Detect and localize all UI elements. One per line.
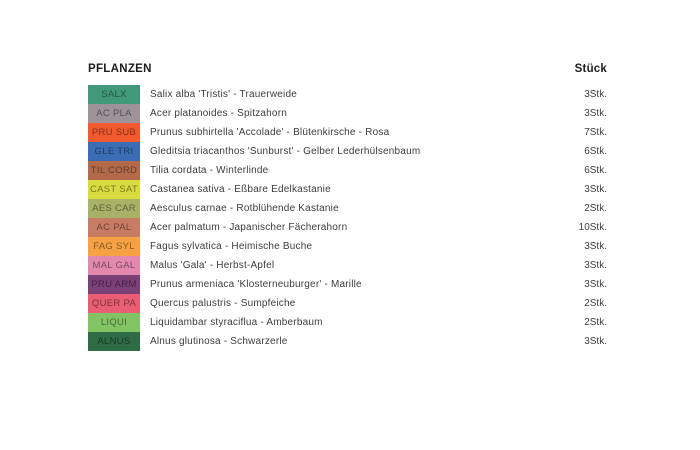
plant-qty: 6Stk. (584, 165, 607, 176)
table-row (88, 142, 607, 161)
table-row (88, 237, 607, 256)
plant-qty: 2Stk. (584, 203, 607, 214)
table-row (88, 275, 607, 294)
plant-qty: 2Stk. (584, 298, 607, 309)
plant-qty: 3Stk. (584, 260, 607, 271)
plant-code-badge: MAL GAL (88, 256, 140, 275)
plant-legend (88, 63, 607, 351)
plant-code-badge: CAST SAT (88, 180, 140, 199)
table-row (88, 256, 607, 275)
plant-code-badge: AC PLA (88, 104, 140, 123)
plant-qty: 3Stk. (584, 108, 607, 119)
table-row (88, 123, 607, 142)
plant-code-badge: PRU SUB (88, 123, 140, 142)
table-row (88, 218, 607, 237)
plant-qty: 6Stk. (584, 146, 607, 157)
plant-qty: 7Stk. (584, 127, 607, 138)
plant-qty: 3Stk. (584, 89, 607, 100)
plant-code-badge: AES CAR (88, 199, 140, 218)
plant-name: Tilia cordata - Winterlinde (150, 165, 269, 176)
quantity-column-header: Stück (574, 63, 607, 75)
table-row (88, 199, 607, 218)
plant-name: Prunus armeniaca 'Klosterneuburger' - Marille (150, 279, 362, 290)
table-row (88, 85, 607, 104)
legend-header (88, 63, 607, 75)
table-row (88, 161, 607, 180)
plant-code-badge: GLE TRI (88, 142, 140, 161)
legend-title: PFLANZEN (88, 63, 152, 75)
table-row (88, 294, 607, 313)
plant-code-badge: SALX (88, 85, 140, 104)
plant-name: Aesculus carnae - Rotblühende Kastanie (150, 203, 339, 214)
plant-qty: 2Stk. (584, 317, 607, 328)
plant-qty: 10Stk. (578, 222, 607, 233)
plant-name: Fagus sylvatica - Heimische Buche (150, 241, 313, 252)
plant-name: Acer platanoides - Spitzahorn (150, 108, 287, 119)
plant-name: Liquidambar styraciflua - Amberbaum (150, 317, 323, 328)
table-row (88, 180, 607, 199)
table-row (88, 313, 607, 332)
plant-code-badge: ALNUS (88, 332, 140, 351)
plant-qty: 3Stk. (584, 241, 607, 252)
plant-table-rows (88, 85, 607, 351)
plant-code-badge: LIQUI (88, 313, 140, 332)
plant-code-badge: TIL CORD (88, 161, 140, 180)
plant-code-badge: PRU ARM (88, 275, 140, 294)
plant-code-badge: AC PAL (88, 218, 140, 237)
table-row (88, 104, 607, 123)
plant-qty: 3Stk. (584, 279, 607, 290)
plant-qty: 3Stk. (584, 336, 607, 347)
plant-code-badge: QUER PA (88, 294, 140, 313)
plant-name: Malus 'Gala' - Herbst-Apfel (150, 260, 275, 271)
plant-name: Alnus glutinosa - Schwarzerle (150, 336, 288, 347)
plant-name: Gleditsia triacanthos 'Sunburst' - Gelber Lederhülsenbaum (150, 146, 421, 157)
plant-name: Quercus palustris - Sumpfeiche (150, 298, 296, 309)
plant-name: Salix alba 'Tristis' - Trauerweide (150, 89, 297, 100)
table-row (88, 332, 607, 351)
plant-qty: 3Stk. (584, 184, 607, 195)
plant-name: Acer palmatum - Japanischer Fächerahorn (150, 222, 348, 233)
plant-code-badge: FAG SYL (88, 237, 140, 256)
plant-name: Castanea sativa - Eßbare Edelkastanie (150, 184, 331, 195)
plant-name: Prunus subhirtella 'Accolade' - Blütenkirsche - Rosa (150, 127, 390, 138)
